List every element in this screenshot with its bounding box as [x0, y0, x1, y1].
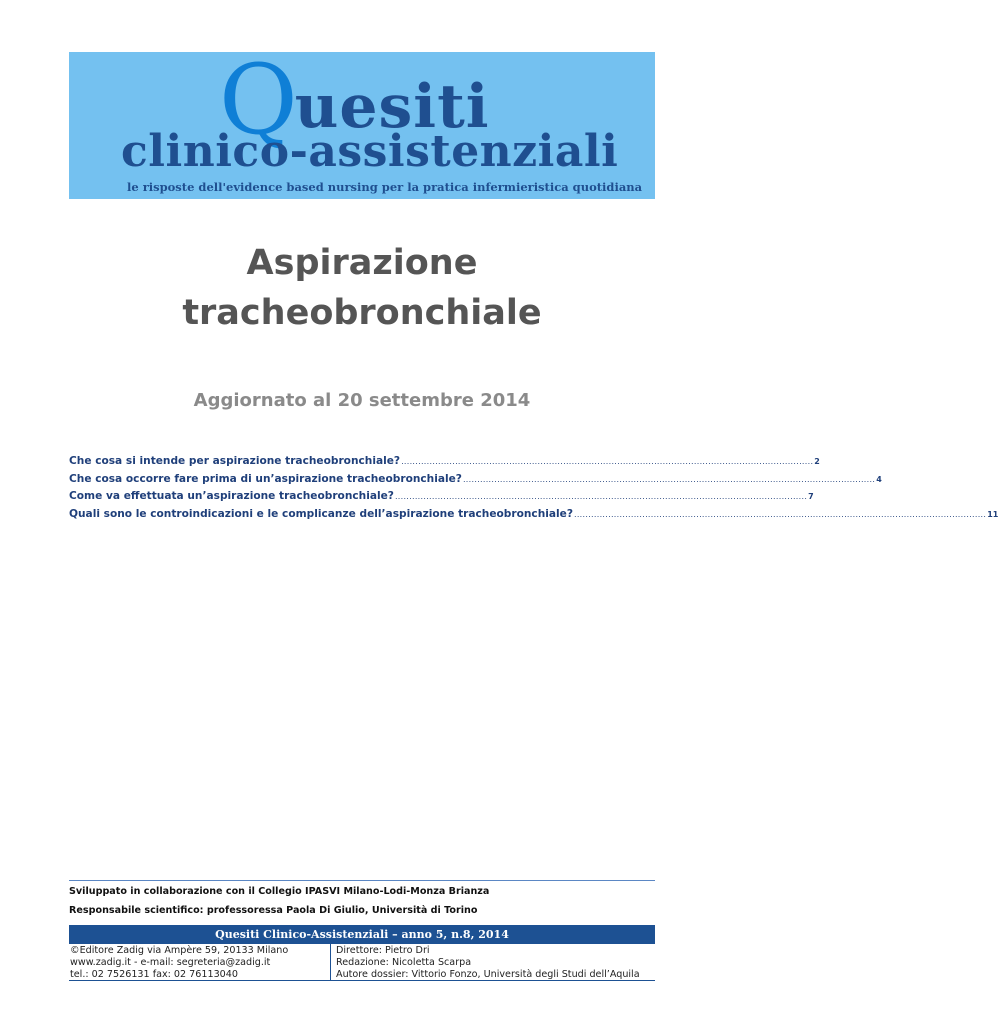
toc-page-number[interactable]: 7: [808, 492, 814, 501]
journal-tagline: le risposte dell'evidence based nursing per la pratica infermieristica quotidiana: [127, 180, 643, 194]
series-bar: Quesiti Clinico-Assistenziali – anno 5, n.8, 2014: [69, 925, 655, 944]
director: Direttore: Pietro Dri: [336, 945, 430, 956]
publisher-info: [69, 944, 655, 981]
toc-leader-dots: .................................................................................................................................................: [401, 457, 814, 466]
toc-question[interactable]: Che cosa occorre fare prima di un’aspirazione tracheobronchiale?: [69, 472, 462, 485]
toc-page-number[interactable]: 2: [814, 457, 820, 466]
toc-item[interactable]: [69, 507, 998, 526]
toc-leader-dots: .................................................................................................................................................: [574, 509, 987, 519]
document-title-line-1: Aspirazione: [246, 243, 478, 283]
toc-item[interactable]: [69, 472, 882, 491]
toc-leader-dots: .................................................................................................................................................: [394, 492, 808, 501]
toc-question[interactable]: Quali sono le controindicazioni e le complicanze dell’aspirazione tracheobronchiale?: [69, 507, 573, 520]
publisher-address: ©Editore Zadig via Ampère 59, 20133 Milano: [70, 945, 289, 956]
publisher-web-email: www.zadig.it - e-mail: segreteria@zadig.it: [70, 957, 271, 968]
editorial-team: Redazione: Nicoletta Scarpa: [336, 957, 472, 968]
collaboration-credit: Sviluppato in collaborazione con il Collegio IPASVI Milano-Lodi-Monza Brianza: [69, 886, 490, 897]
toc-page-number[interactable]: 11: [987, 509, 998, 519]
toc-page-number[interactable]: 4: [876, 474, 882, 484]
table-of-contents: [69, 455, 998, 525]
publisher-phone: tel.: 02 7526131 fax: 02 76113040: [70, 969, 238, 980]
toc-question[interactable]: Come va effettuata un’aspirazione tracheobronchiale?: [69, 490, 394, 502]
toc-leader-dots: .................................................................................................................................................: [462, 474, 876, 484]
journal-title-initial: Q: [219, 44, 299, 156]
footer-divider: [69, 880, 655, 881]
publisher-contact: [69, 944, 331, 980]
document-title-line-2: tracheobronchiale: [182, 293, 542, 333]
journal-title-rest: uesiti: [294, 72, 490, 142]
journal-banner: [69, 44, 655, 199]
journal-subtitle: clinico-assistenziali: [121, 126, 619, 177]
scientific-lead-credit: Responsabile scientifico: professoressa Paola Di Giulio, Università di Torino: [69, 905, 478, 916]
toc-question[interactable]: Che cosa si intende per aspirazione tracheobronchiale?: [69, 455, 401, 467]
dossier-author: Autore dossier: Vittorio Fonzo, Università degli Studi dell’Aquila: [336, 969, 640, 980]
toc-item[interactable]: [69, 455, 820, 473]
update-date: Aggiornato al 20 settembre 2014: [193, 390, 531, 411]
toc-item[interactable]: [69, 490, 814, 508]
editorial-staff: [331, 944, 655, 980]
document-title: [69, 238, 655, 338]
